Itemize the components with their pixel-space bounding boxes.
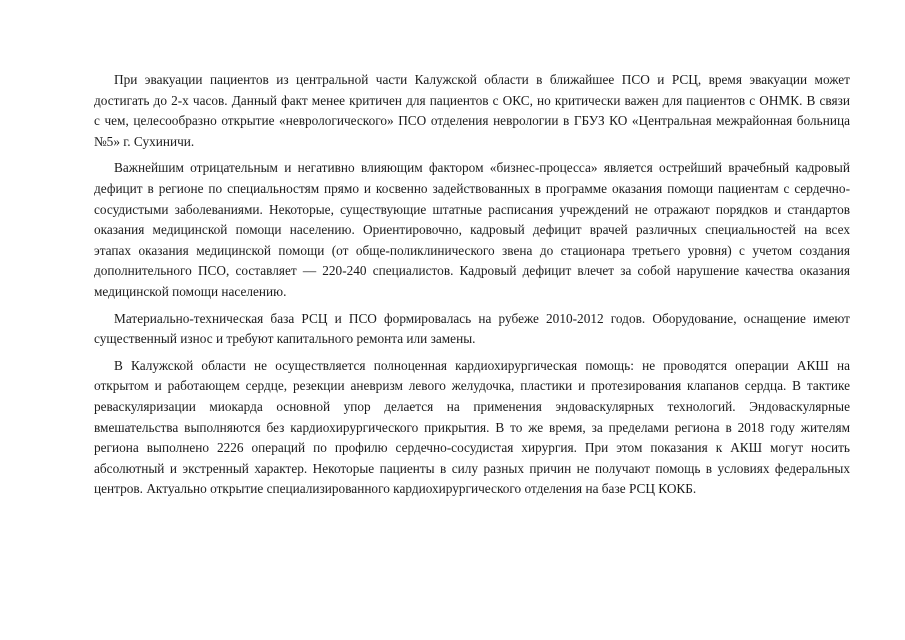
text-line: существенный износ и требуют капитального ремонта или замены. xyxy=(94,331,476,347)
paragraph-evacuation xyxy=(94,70,850,152)
text-line: с чем, целесообразно открытие «неврологического» ПСО отделения неврологии в ГБУЗ КО «Центральная межрайонная больница xyxy=(94,113,850,129)
text-line: реваскуляризации миокарда основной упор делается на применения эндоваскулярных технологий. Эндоваскулярные xyxy=(94,398,850,414)
text-line: оказания медицинской помощи населению. Ориентировочно, кадровый дефицит врачей различных специальностей на всех xyxy=(94,222,850,238)
text-line: дефицит в регионе по специальностям прямо и косвенно задействованных в программе оказания помощи пациентам с сердечно- xyxy=(94,180,850,196)
paragraph-equipment xyxy=(94,309,850,350)
text-line: достигать до 2-х часов. Данный факт менее критичен для пациентов с ОКС, но критически важен для пациентов с ОНМК. В связи xyxy=(94,92,850,108)
paragraph-staff-deficit xyxy=(94,158,850,302)
text-line: вмешательства выполняются без кардиохирургического прикрытия. В то же время, за пределами региона в 2018 году жителям xyxy=(94,419,850,435)
paragraph-cardiosurgery xyxy=(94,356,850,500)
text-line: абсолютный и экстренный характер. Некоторые пациенты в силу разных причин не получают помощь в условиях федеральных xyxy=(94,460,850,476)
text-line: медицинской помощи населению. xyxy=(94,283,287,299)
text-line: №5» г. Сухиничи. xyxy=(94,133,195,149)
text-line: открытом и работающем сердце, резекции аневризм левого желудочка, пластики и протезирования клапанов сердца. В тактике xyxy=(94,378,850,394)
text-line: этапах оказания медицинской помощи (от обще-поликлинического звена до стационара третьего уровня) с учетом создания xyxy=(94,242,850,258)
text-line: центров. Актуально открытие специализированного кардиохирургического отделения на базе РСЦ КОКБ. xyxy=(94,481,697,497)
text-line: сосудистыми заболеваниями. Некоторые, существующие штатные расписания учреждений не отражают порядков и стандартов xyxy=(94,201,850,217)
text-line: дополнительного ПСО, составляет — 220-240 специалистов. Кадровый дефицит влечет за собой нарушение качества оказания xyxy=(94,263,850,279)
document-body xyxy=(94,70,850,506)
text-line: Важнейшим отрицательным и негативно влияющим фактором «бизнес-процесса» является острейший врачебный кадровый xyxy=(114,160,850,176)
text-line: региона выполнено 2226 операций по профилю сердечно-сосудистая хирургия. При этом показания к АКШ могут носить xyxy=(94,440,850,456)
text-line: В Калужской области не осуществляется полноценная кардиохирургическая помощь: не проводятся операции АКШ на xyxy=(114,357,850,373)
text-line: Материально-техническая база РСЦ и ПСО формировалась на рубеже 2010-2012 годов. Оборудование, оснащение имеют xyxy=(114,310,850,326)
text-line: При эвакуации пациентов из центральной части Калужской области в ближайшее ПСО и РСЦ, время эвакуации может xyxy=(114,72,850,87)
